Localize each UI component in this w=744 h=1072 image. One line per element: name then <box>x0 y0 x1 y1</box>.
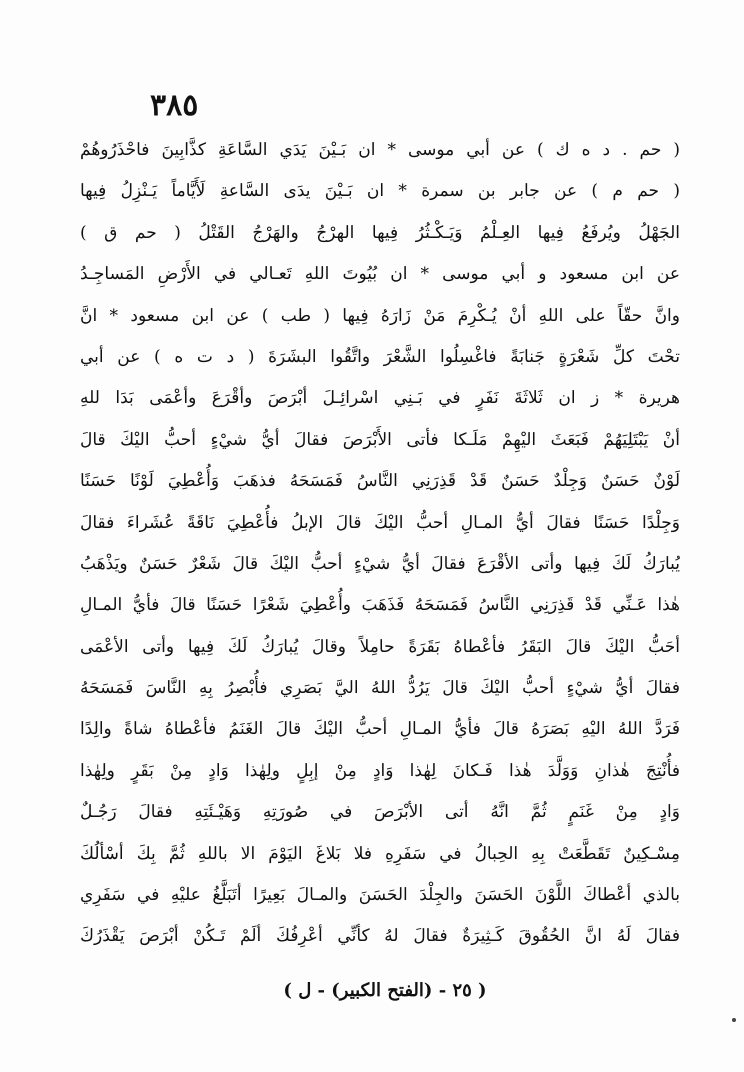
text-line: ( حم م ) عن جابر بن سمرة * ان بَـيْنَ يدَى السَّاعةِ لَأَيَّاماً يَـنْزِلُ فِيها <box>80 181 680 202</box>
text-line: فَرَدَّ اللهُ اليْهِ بَصَرَهُ قالَ فأيُّ المـالِ أحبُّ اليْكَ قالَ الغَنَمُ فأعْطاهُ شاةً والِدًا <box>80 719 680 740</box>
page-number: ٣٨٥ <box>150 88 199 123</box>
text-line: هٰذا عَـنِّي قَدْ قَذِرَنِي النَّاسُ فَمَسَحَهُ فَذَهَبَ وأُعْطِيَ شَعْرًا حَسَنًا قالَ فأيُّ المـالِ <box>80 595 680 616</box>
text-line: مِسْـكِينٌ تَقَطَّعَتْ بِهِ الحِبالُ في سَفَرِهِ فلا بَلاغَ اليَوْمَ الا باللهِ ثُمَّ بِكَ أسْألُكَ <box>80 843 680 864</box>
text-line: وَادٍ مِنْ غَنَمٍ ثُمَّ انَّهُ أتى الأبْرَصَ في صُورَتِهِ وَهَيْـئَتِهِ فقالَ رَجُـلٌ <box>80 802 680 823</box>
body-text <box>80 130 680 958</box>
text-line: يُبارَكُ لَكَ فِيها وأتى الأقْرَعَ فقالَ أيُّ شيْءٍ أحبُّ اليْكَ قالَ شَعْرٌ حَسَنٌ ويَذْهَبُ <box>80 553 680 574</box>
text-line: وانَّ حقّاً على اللهِ أنْ يُـكْرِمَ مَنْ زَارَهُ فِيها ( طب ) عن ابن مسعود * انَّ <box>80 305 680 326</box>
text-line: ( حم . د ه ك ) عن أبي موسى * ان بَـيْنَ يَدَي السَّاعَةِ كذَّابِينَ فاحْذَرُوهُمْ <box>80 140 680 160</box>
text-line: فقالَ لَهُ انَّ الحُقُوقَ كَـثِيرَةٌ فقالَ لهُ كأنِّي أعْرِفُكَ ألَمْ تَـكُنْ أبْرَصَ يَقْذَرُكَ <box>80 926 680 947</box>
text-line: أنْ يَبْتَلِيَهُمْ فَبَعَثَ اليْهِمْ مَلَـكا فأتى الأَبْرَصَ فقالَ أيُّ شيْءٍ أحبُّ اليْكَ قالَ <box>80 429 680 450</box>
text-line: بالذي أعْطاكَ اللَّوْنَ الحَسَنَ والجِلْدَ الحَسَنَ والمـالَ بَعِيرًا أتَبَلَّغُ عليْهِ في سَفَرِي <box>80 885 680 906</box>
text-line: فأُنْتِجَ هٰذانِ وَوَلَّدَ هٰذا فَـكانَ لِهٰذا وَادٍ مِنْ إبِلٍ ولِهٰذا وَادٍ مِنْ بَقَرٍ ولِهٰذا <box>80 760 680 781</box>
text-line: لَوْنٌ حَسَنٌ وَجِلْدٌ حَسَنٌ قَدْ قَذِرَنِي النَّاسُ فَمَسَحَهُ فذهَبَ وَأُعْطِيَ لَوْنًا حَسَنًا <box>80 471 680 492</box>
text-line: تحْتَ كلِّ شَعْرَةٍ جَنابَةً فاغْسِلُوا الشَّعْرَ واتَّقُوا البشَرَةَ ( د ت ه ) عن أبي <box>80 346 680 367</box>
text-line: وَجِلْدًا حَسَنًا فقالَ أيُّ المـالِ أحبُّ اليْكَ قالَ الإبلُ فأُعْطِيَ نَاقَةً عُشَراءَ فقالَ <box>80 512 680 533</box>
text-line: هريرة * ز ان ثَلاثَةَ نَفَرٍ في بَـنِي اسْرائِـلَ أبْرَصَ وأقْرَعَ وأعْمَى بَدَا للهِ <box>80 388 680 409</box>
scan-speck <box>732 1018 736 1022</box>
text-line: عن ابن مسعود و أبي موسى * ان بُيُوتَ اللهِ تَعـالي في الأَرْضِ المَساجِـدُ <box>80 264 680 285</box>
text-line: الجَهْلُ ويُرفَعُ فِيها العِـلْمُ وَيَـكْـثُرُ فِيها الهرْجُ والهَرْجُ القَتْلُ ( حم ق ) <box>80 222 680 243</box>
text-line: أحَبُّ اليْكَ قالَ البَقَرُ فأعْطاهُ بَقَرَةً حامِلاً وقالَ يُبارَكُ لَكَ فِيها وأتى الأعْمَى <box>80 636 680 657</box>
text-line: فقالَ أيُّ شيْءٍ أحبُّ اليْكَ قالَ يَرُدُّ اللهُ اليَّ بَصَرِي فأُبْصِرُ بِهِ النَّاسَ فَمَسَحَهُ <box>80 678 680 699</box>
page-footer: ( ٢٥ - (الفتح الكبير) - ل ) <box>283 980 487 1001</box>
